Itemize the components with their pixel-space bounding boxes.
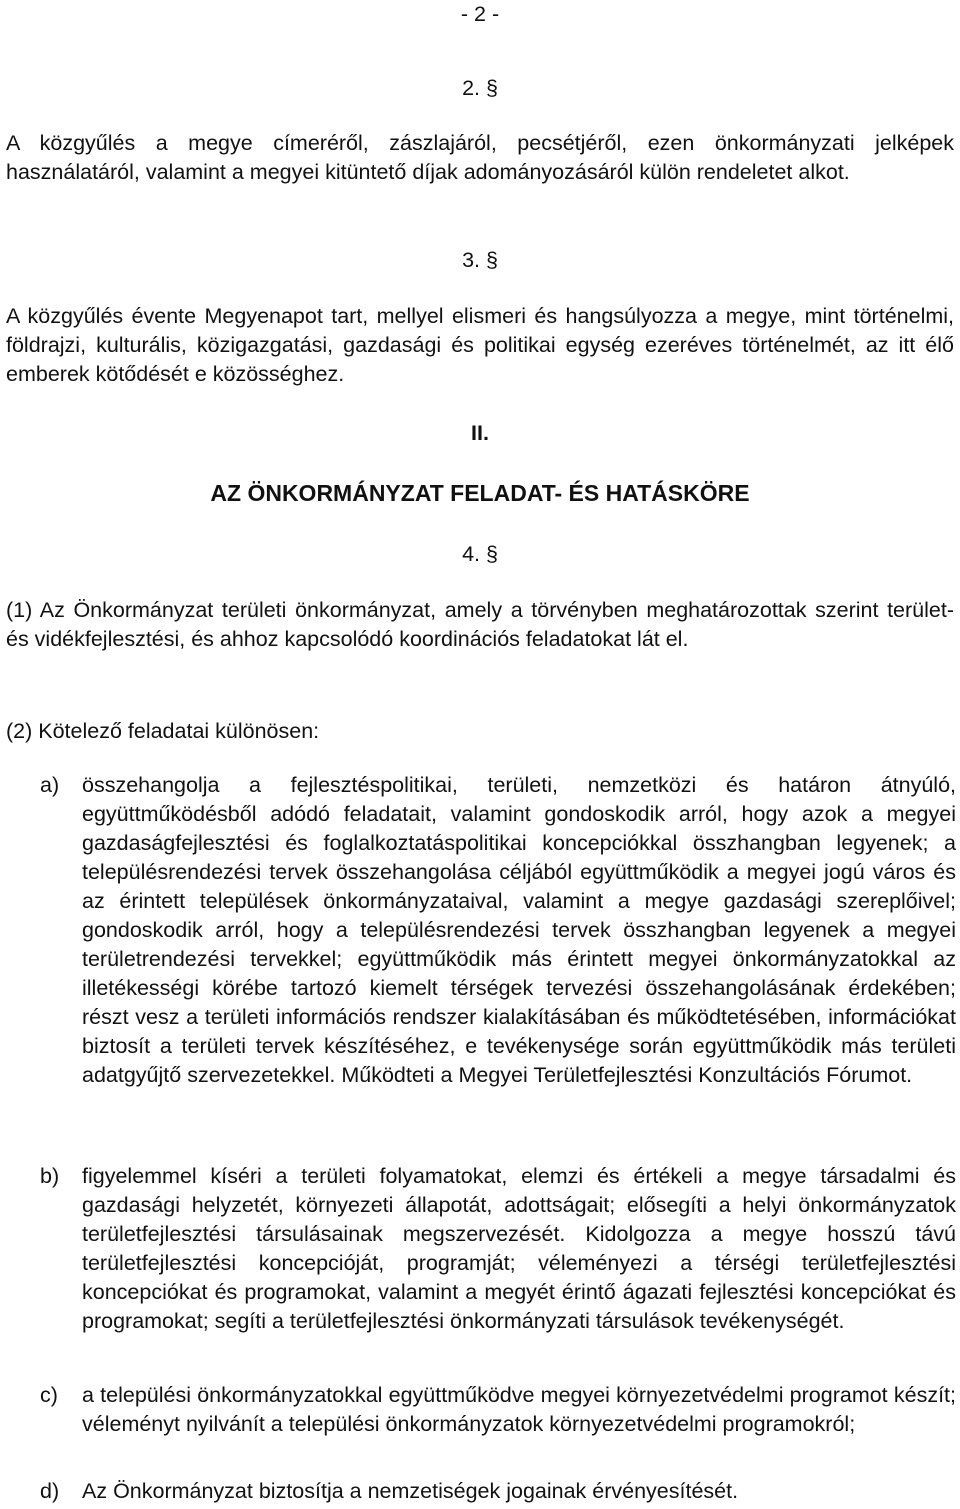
list-item-d-text: Az Önkormányzat biztosítja a nemzetiségek jogainak érvényesítését.: [82, 1479, 739, 1503]
section-4-paragraph-2: (2) Kötelező feladatai különösen:: [6, 719, 320, 743]
section-4-title: 4. §: [462, 542, 498, 566]
list-item-b-text: figyelemmel kíséri a területi folyamatokat, elemzi és értékeli a megye társadalmi és gazdasági helyzetét, környezeti állapotát, adottságait; elősegíti a helyi önkormányzatok területfejlesztési társulásainak megszervezését. Kidolgozza a megye hosszú távú területfejlesztési koncepcióját, programját; véleményezi a térségi területfejlesztési koncepciókat és programokat, valamint a megyét érintő ágazati fejlesztési koncepciókat és programokat; segíti a területfejlesztési önkormányzati társulások tevékenységét.: [82, 1164, 956, 1333]
section-2-text: A közgyűlés a megye címeréről, zászlajáról, pecsétjéről, ezen önkormányzati jelképek használatáról, valamint a megyei kitüntető díjak adományozásáról külön rendeletet alkot.: [6, 131, 954, 184]
section-2-title: 2. §: [462, 76, 498, 100]
list-item-c-label: c): [40, 1383, 58, 1407]
section-3-title: 3. §: [462, 248, 498, 272]
list-item-c-text: a települési önkormányzatokkal együttműködve megyei környezetvédelmi programot készít; véleményt nyilvánít a települési önkormányzatok környezetvédelmi programokról;: [82, 1383, 956, 1436]
list-item-d-label: d): [40, 1479, 60, 1503]
section-4-paragraph-1: (1) Az Önkormányzat területi önkormányzat, amely a törvényben meghatározottak szerint terület- és vidékfejlesztési, és ahhoz kapcsolódó koordinációs feladatokat lát el.: [6, 598, 954, 651]
part-heading: AZ ÖNKORMÁNYZAT FELADAT- ÉS HATÁSKÖRE: [210, 480, 750, 506]
list-item-b-label: b): [40, 1164, 60, 1188]
page-number: - 2 -: [460, 2, 500, 26]
section-3-text: A közgyűlés évente Megyenapot tart, mellyel elismeri és hangsúlyozza a megye, mint történelmi, földrajzi, kulturális, közigazgatási, gazdasági és politikai egység ezeréves történelmét, az itt élő emberek kötődését e közösséghez.: [6, 304, 954, 386]
list-item-a-text: összehangolja a fejlesztéspolitikai, területi, nemzetközi és határon átnyúló, együttműködésből adódó feladatait, valamint gondoskodik arról, hogy azok a megyei gazdaságfejlesztési és foglalkoztatáspolitikai koncepciókkal összhangban legyenek; a településrendezési tervek összehangolása céljából együttműködik a megyei jogú város és az érintett települések önkormányzataival, valamint a megye gazdasági szereplőivel; gondoskodik arról, hogy a településrendezési tervek összhangban legyenek a megyei területrendezési tervekkel; együttműködik más érintett megyei önkormányzatokkal az illetékességi körébe tartozó kiemelt térségek tervezési összehangolásának érdekében; részt vesz a területi információs rendszer kialakításában és működtetésében, információkat biztosít a területi tervek készítéséhez, e tevékenysége során együttműködik más területi adatgyűjtő szervezetekkel. Működteti a Megyei Területfejlesztési Konzultációs Fórumot.: [82, 773, 956, 1087]
list-item-a-label: a): [40, 773, 60, 797]
part-number: II.: [471, 421, 489, 445]
